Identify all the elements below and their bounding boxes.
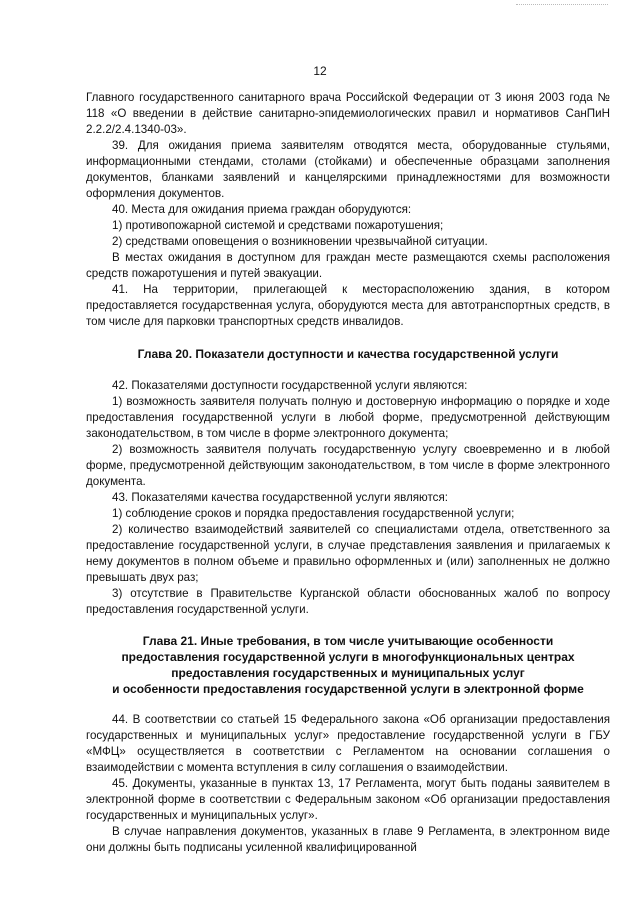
paragraph-electronic-submission: В случае направления документов, указанных в главе 9 Регламента, в электронном виде они должны быть подписаны усиленной квалифицированной xyxy=(86,825,610,854)
paragraph-evacuation: В местах ожидания в доступном для граждан месте размещаются схемы расположения средств пожаротушения и путей эвакуации. xyxy=(86,251,610,280)
paragraph-43: 43. Показателями качества государственной услуги являются: xyxy=(112,491,448,504)
paragraph-43-item-1: 1) соблюдение сроков и порядка предоставления государственной услуги; xyxy=(112,507,515,520)
chapter-20-heading: Глава 20. Показатели доступности и качества государственной услуги xyxy=(137,347,559,361)
paragraph-40-item-2: 2) средствами оповещения о возникновении чрезвычайной ситуации. xyxy=(112,235,488,248)
chapter-21-heading xyxy=(86,633,610,697)
paragraph-42-item-1: 1) возможность заявителя получать полную и достоверную информацию о порядке и ходе предоставления государственной услуги в любой форме, предусмотренной действующим законодательством, в том числе в форме электронного документа; xyxy=(86,395,610,440)
chapter-21-heading-line: предоставления государственной услуги в многофункциональных центрах xyxy=(121,650,575,664)
scan-artifact xyxy=(516,4,608,7)
paragraph-40: 40. Места для ожидания приема граждан оборудуются: xyxy=(112,203,412,216)
paragraph-43-item-2: 2) количество взаимодействий заявителей со специалистами отдела, ответственного за предоставление государственной услуги, в случае представления заявления и прилагаемых к нему документов в полном объеме и правильно оформленных и (или) заполненных не должно превышать двух раз; xyxy=(86,523,610,584)
chapter-21-heading-line: предоставления государственных и муниципальных услуг xyxy=(171,666,525,680)
page-number: 12 xyxy=(313,64,327,78)
document-body xyxy=(86,90,610,856)
paragraph-42-item-2: 2) возможность заявителя получать государственную услугу своевременно и в любой форме, предусмотренной действующим законодательством, в том числе в форме электронного документа. xyxy=(86,443,610,488)
paragraph-44: 44. В соответствии со статьей 15 Федерального закона «Об организации предоставления государственных и муниципальных услуг» предоставление государственной услуги в ГБУ «МФЦ» осуществляется в соответствии с Регламентом на основании соглашения о взаимодействии с момента вступления в силу соглашения о взаимодействии. xyxy=(86,713,610,774)
paragraph-40-item-1: 1) противопожарной системой и средствами пожаротушения; xyxy=(112,219,444,232)
paragraph-43-item-3: 3) отсутствие в Правительстве Курганской области обоснованных жалоб по вопросу предоставления государственной услуги. xyxy=(86,587,610,616)
paragraph-45: 45. Документы, указанные в пунктах 13, 17 Регламента, могут быть поданы заявителем в электронной форме в соответствии с Федеральным законом «Об организации предоставления государственных и муниципальных услуг». xyxy=(86,777,610,822)
paragraph-continuation: Главного государственного санитарного врача Российской Федерации от 3 июня 2003 года № 118 «О введении в действие санитарно-эпидемиологических правил и нормативов СанПиН 2.2.2/2.4.1340-03». xyxy=(86,91,610,136)
chapter-21-heading-line: Глава 21. Иные требования, в том числе учитывающие особенности xyxy=(142,634,554,648)
chapter-21-heading-line: и особенности предоставления государственной услуги в электронной форме xyxy=(112,682,584,696)
paragraph-41: 41. На территории, прилегающей к месторасположению здания, в котором предоставляется государственная услуга, оборудуются места для автотранспортных средств, в том числе для парковки транспортных средств инвалидов. xyxy=(86,283,610,328)
paragraph-42: 42. Показателями доступности государственной услуги являются: xyxy=(112,379,468,392)
paragraph-39: 39. Для ожидания приема заявителям отводятся места, оборудованные стульями, информационными стендами, столами (стойками) и обеспеченные образцами заполнения документов, бланками заявлений и канцелярскими принадлежностями для возможности оформления документов. xyxy=(86,139,610,200)
